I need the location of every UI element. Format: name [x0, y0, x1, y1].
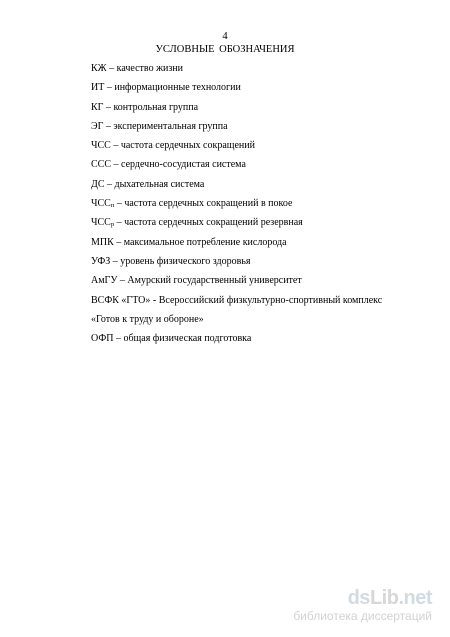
- abbreviation-definition: - Всероссийский физкультурно-спортивный комплекс: [150, 294, 383, 306]
- abbreviation-list: [91, 63, 430, 352]
- watermark-logo: [293, 588, 432, 623]
- abbreviation-definition: «Готов к труду и обороне»: [91, 313, 204, 325]
- abbreviation-item: [91, 159, 430, 178]
- abbreviation-item: [91, 275, 430, 294]
- abbreviation-term: ЧСС: [91, 198, 111, 210]
- abbreviation-definition: – максимальное потребление кислорода: [113, 236, 287, 248]
- abbreviation-term: АмГУ: [91, 275, 118, 287]
- abbreviation-definition: – качество жизни: [106, 63, 183, 74]
- abbreviation-definition: – информационные технологии: [104, 82, 241, 94]
- abbreviation-item: [91, 102, 430, 121]
- abbreviation-term: ВСФК «ГТО»: [91, 294, 151, 306]
- abbreviation-item: [91, 198, 430, 217]
- abbreviation-subscript: п: [110, 202, 115, 210]
- dslib-logo: [293, 588, 432, 608]
- abbreviation-definition: – экспериментальная группа: [103, 120, 228, 132]
- logo-net-text: .net: [398, 587, 432, 609]
- abbreviation-term: ЭГ: [91, 120, 104, 132]
- abbreviation-term: ОФП: [91, 333, 114, 345]
- page-number: 4: [222, 31, 228, 42]
- abbreviation-item: [91, 217, 430, 236]
- abbreviation-item: [91, 121, 430, 140]
- watermark-subtitle: библиотека диссертаций: [293, 609, 432, 623]
- abbreviation-item: [91, 333, 430, 352]
- abbreviation-definition: – Амурский государственный университет: [117, 275, 302, 287]
- abbreviation-definition: – уровень физического здоровья: [110, 255, 251, 267]
- abbreviation-item: [91, 63, 430, 82]
- abbreviation-term: КЖ: [91, 63, 107, 74]
- abbreviation-item: [91, 179, 430, 198]
- abbreviation-term: УФЗ: [91, 255, 111, 267]
- abbreviation-definition: – сердечно-сосудистая система: [111, 159, 246, 171]
- page-title: УСЛОВНЫЕ ОБОЗНАЧЕНИЯ: [155, 44, 295, 55]
- abbreviation-term: ИТ: [91, 82, 105, 94]
- abbreviation-definition: – контрольная группа: [103, 101, 199, 113]
- abbreviation-definition: – частота сердечных сокращений в покое: [114, 198, 293, 210]
- abbreviation-item: [91, 256, 430, 275]
- abbreviation-definition: – общая физическая подготовка: [113, 333, 252, 345]
- abbreviation-term: ЧСС: [91, 140, 111, 152]
- logo-ds-text: ds: [347, 587, 370, 609]
- abbreviation-definition: – дыхательная система: [104, 178, 205, 190]
- abbreviation-item: [91, 82, 430, 101]
- abbreviation-item: [91, 314, 430, 333]
- abbreviation-subscript: р: [110, 221, 115, 229]
- abbreviation-term: ЧСС: [91, 217, 111, 229]
- abbreviation-term: ССС: [91, 159, 112, 171]
- abbreviation-definition: – частота сердечных сокращений резервная: [114, 217, 303, 229]
- logo-lib-text: Lib: [369, 587, 399, 609]
- abbreviation-term: ДС: [91, 178, 105, 190]
- abbreviation-term: КГ: [91, 101, 104, 113]
- abbreviation-term: МПК: [91, 236, 114, 248]
- abbreviation-definition: – частота сердечных сокращений: [110, 140, 255, 152]
- abbreviation-item: [91, 237, 430, 256]
- abbreviation-item: [91, 295, 430, 314]
- abbreviation-item: [91, 140, 430, 159]
